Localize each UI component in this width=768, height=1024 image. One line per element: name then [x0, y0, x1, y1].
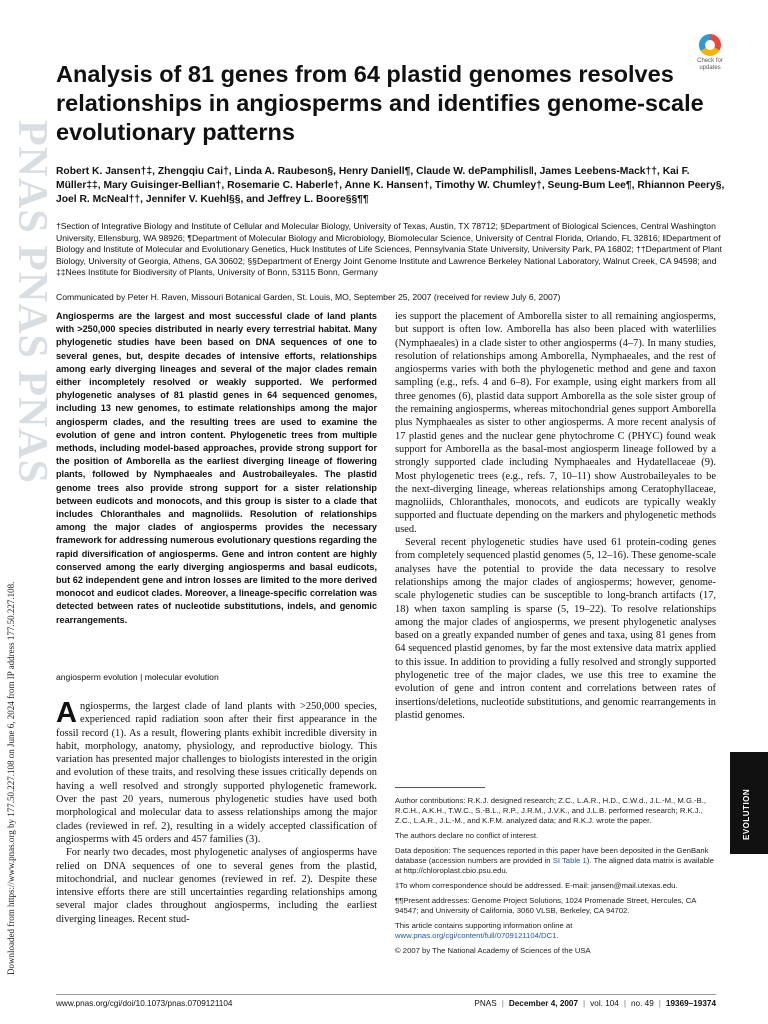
author-list: Robert K. Jansen†‡, Zhengqiu Cai†, Linda A. Raubeson§, Henry Daniell¶, Claude W. dePamphilis‖, James Leebens-Mack††, Kai F. Müller‡‡, Mary Guisinger-Bellian†, Rosemarie C. Haberle†, Anne K. Hansen†, Timothy W. Chumley†, Seung-Bum Lee¶, Rhiannon Peery§, Joel R. McNeal††, Jennifer V. Kuehl§§, and Jeffrey L. Boore§§¶¶ — [56, 166, 725, 205]
footer-pages: 19369–19374 — [665, 999, 716, 1008]
download-note: Downloaded from https://www.pnas.org by 177.50.227.108 on June 6, 2024 from IP address 177.50.227.108. — [6, 581, 16, 975]
footer-issue: no. 49 — [631, 999, 654, 1008]
correspondence-note: ‡To whom correspondence should be addressed. E-mail: jansen@mail.utexas.edu. — [395, 881, 678, 890]
copyright: © 2007 by The National Academy of Sciences of the USA — [395, 946, 591, 955]
conflict-statement: The authors declare no conflict of interest. — [395, 831, 539, 840]
si-table-link[interactable]: SI Table 1 — [552, 856, 587, 865]
section-tab: EVOLUTION — [730, 752, 768, 854]
data-deposition: Data deposition: The sequences reported in this paper have been deposited in the GenBank database (accession numbers are provided in SI Table 1). The aligned data matrix is available at http://chloroplast.cbio.psu.edu. — [395, 846, 714, 875]
right-paragraph-1: ies support the placement of Amborella sister to all remaining angiosperms, but support is often low. Amborella has also been placed with waterlilies (Nymphaeales) in a clade sister to other angiosperms (4–7). In many studies, resolution of relationships among Amborella, Nymphaeales, and the rest of angiosperms varies with both the phylogenetic method and gene and taxon sampling (e.g., refs. 4 and 6–8). For example, using eight markers from all three genomes (6), plastid data support Amborella as the sole sister group of the remaining angiosperms, whereas mitochondrial genes support Amborella plus Nymphaeales as sister to other angiosperms. A more recent analysis of 17 plastid genes and the nuclear gene phytochrome C (PHYC) found weak support for Amborella as the basal-most angiosperm lineage followed by a strongly supported clade including Nymphaeales and Hydatellaceae (9). Most phylogenetic trees (e.g., refs. 7, 10–11) show Austrobaileyales to be the next-diverging lineage, whereas relationships among Ceratophyllaceae, magnoliids, Chloranthales, monocots, and eudicots are typically weakly supported and fluctuate depending on the markers and phylogenetic methods used. — [395, 311, 716, 535]
right-paragraph-2: Several recent phylogenetic studies have used 61 protein-coding genes from completely sequenced plastid genomes (5, 12–16). These genome-scale analyses have the potential to provide the data necessary to resolve relationships among the major clades of angiosperms; however, genome-scale phylogenetic studies can be susceptible to long-branch artifacts (17, 18) when taxon sampling is sparse (5, 19–22). To resolve relationships among the major clades of angiosperms, we present phylogenetic analyses based on a greatly expanded number of genes and taxa, using 81 genes from 64 sequenced plastid genomes, by far the most extensive data matrix applied to this issue. In addition to providing a fully resolved and strongly supported phylogenetic tree of the major clades, we use this tree to examine the evolution of gene and intron content and correlations between rates of insertions/deletions, nucleotide substitutions, and genomic rearrangements in plastid genomes. — [395, 537, 716, 721]
footer-citation: PNAS | December 4, 2007 | vol. 104 | no. 49 | 19369–19374 — [474, 999, 716, 1008]
footer-doi[interactable]: www.pnas.org/cgi/doi/10.1073/pnas.0709121104 — [56, 999, 233, 1008]
communicated-line: Communicated by Peter H. Raven, Missouri Botanical Garden, St. Louis, MO, September 25, 2007 (received for review July 6, 2007) — [56, 292, 561, 302]
intro-left-column — [56, 697, 377, 926]
drop-cap: A — [56, 697, 77, 729]
affiliations: †Section of Integrative Biology and Institute of Cellular and Molecular Biology, University of Texas, Austin, TX 78712; §Department of Biological Sciences, Central Washington University, Ellensburg, WA 98926; ¶Department of Molecular Biology and Microbiology, Biomolecular Science, University of Central Florida, Orlando, FL 32816; ‖Department of Biology and Institute of Molecular and Evolutionary Genetics, Huck Institutes of Life Sciences, Pennsylvania State University, University Park, PA 16802; ††Department of Plant Biology, University of Georgia, Athens, GA 30602; §§Department of Energy Joint Genome Institute and Lawrence Berkeley National Laboratory, Walnut Creek, CA 94598; and ‡‡Nees Institute for Biodiversity of Plants, University of Bonn, 53115 Bonn, Germany — [56, 221, 723, 277]
crossmark-icon — [699, 34, 721, 56]
notes-divider — [395, 787, 485, 788]
check-updates-label: Check for updates — [697, 58, 723, 71]
intro-right-column — [395, 310, 716, 722]
footer-date: December 4, 2007 — [508, 999, 579, 1008]
supporting-info-link[interactable]: www.pnas.org/cgi/content/full/0709121104/DC1 — [395, 931, 557, 940]
keywords: angiosperm evolution | molecular evolution — [56, 672, 219, 682]
journal-watermark: PNAS PNAS PNAS — [9, 120, 55, 485]
article-title: Analysis of 81 genes from 64 plastid genomes resolves relationships in angiosperms and identifies genome-scale evolutionary patterns — [56, 61, 704, 145]
footer-volume: vol. 104 — [590, 999, 619, 1008]
footer-journal: PNAS — [474, 999, 497, 1008]
author-contributions: Author contributions: R.K.J. designed research; Z.C., L.A.R., H.D., C.W.d., J.L.-M., M.G.-B., R.C.H., A.K.H., T.W.C., S.-B.L., R.P., J.R.M., J.V.K., and J.L.B. performed research; R.K.J., Z.C., L.A.R., J.L.-M., and K.F.M. analyzed data; and R.K.J. wrote the paper. — [395, 796, 707, 825]
footnotes — [395, 796, 720, 961]
present-addresses: ¶¶Present addresses: Genome Project Solutions, 1024 Promenade Street, Hercules, CA 94547; and University of California, 3060 VLSB, Berkeley, CA 94702. — [395, 896, 696, 915]
footer-divider — [56, 994, 716, 995]
intro-paragraph-2: For nearly two decades, most phylogenetic analyses of angiosperms have relied on DNA sequences of one to several genes from the plastid, mitochondrial, and nuclear genomes (reviewed in ref. 2). Despite these intensive efforts there are still uncertainties regarding relationships among several major clades throughout angiosperms, including the earliest diverging lineages. Recent stud- — [56, 847, 377, 925]
intro-paragraph-1: Angiosperms, the largest clade of land plants with >250,000 species, experienced rapid radiation soon after their first appearance in the fossil record (1). As a result, flowering plants exhibit incredible diversity in habit, morphology, anatomy, physiology, and reproductive biology. This variation has presented major challenges to biologists interested in the origin and evolution of these traits, and resolving these issues critically depends on having a well resolved and strongly supported phylogenetic framework. Over the past 20 years, numerous phylogenetic studies have used both morphological and molecular data to assess relationships among the major clades (reviewed in ref. 2), resulting in a widely accepted classification of angiosperms with 45 orders and 457 families (3). — [56, 697, 377, 845]
abstract: Angiosperms are the largest and most successful clade of land plants with >250,000 species distributed in nearly every terrestrial habitat. Many phylogenetic studies have been based on DNA sequences of one to several genes, but, despite decades of intensive efforts, relationships among early diverging lineages and several of the major clades remain either incompletely resolved or weakly supported. We performed phylogenetic analyses of 81 plastid genes in 64 sequenced genomes, including 13 new genomes, to estimate relationships among the major angiosperm clades, and the resulting trees are used to examine the evolution of gene and intron content. Phylogenetic trees from multiple methods, including model-based approaches, provide strong support for the position of Amborella as the earliest diverging lineage of flowering plants, followed by Nymphaeales and Austrobaileyales. The plastid genome trees also provide strong support for a sister relationship between eudicots and monocots, and this group is sister to a clade that includes Chloranthales and magnoliids. Resolution of relationships among the major clades of angiosperms provides the necessary framework for addressing numerous evolutionary questions regarding the rapid diversification of angiosperms. Gene and intron content are highly conserved among the early diverging angiosperms and basal eudicots, but 62 independent gene and intron losses are limited to the more derived monocot and eudicot clades. Moreover, a lineage-specific correlation was detected between rates of nucleotide substitutions, indels, and genomic rearrangements. — [56, 311, 377, 625]
supporting-info: This article contains supporting information online at www.pnas.org/cgi/content/full/0709121104/DC1. — [395, 921, 573, 940]
